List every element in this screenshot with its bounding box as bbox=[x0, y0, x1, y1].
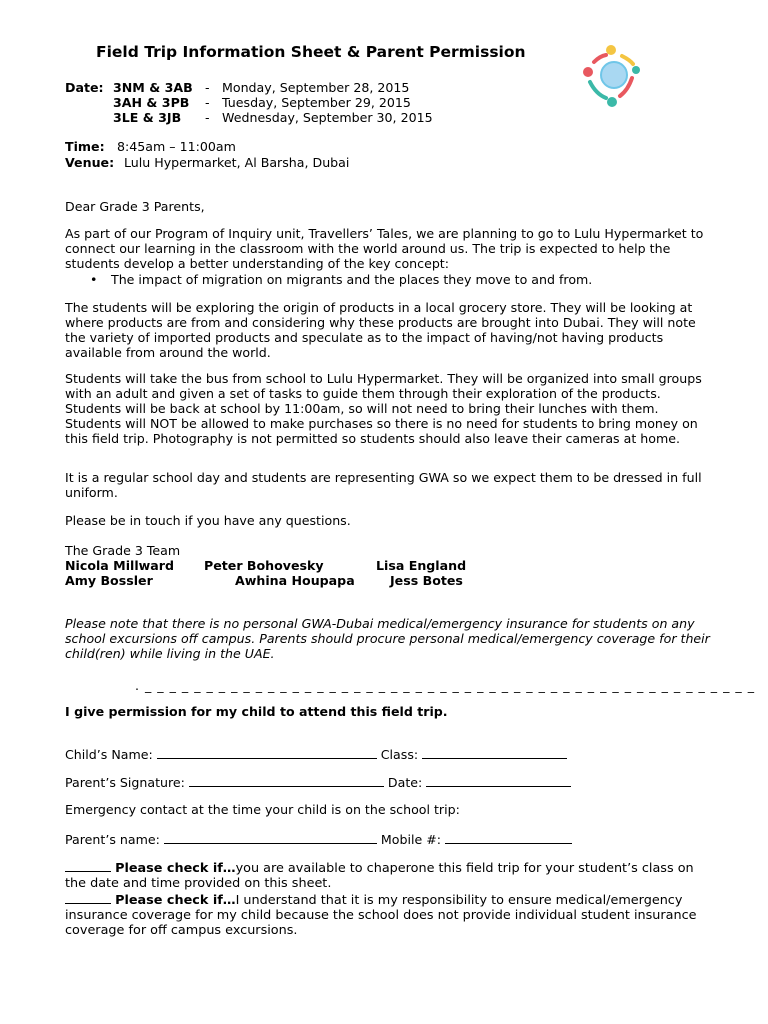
date-row-dash: - bbox=[205, 110, 210, 125]
chaperone-check-bold: Please check if… bbox=[115, 861, 236, 876]
parent-signature-label: Parent’s Signature: bbox=[65, 775, 185, 790]
date-row-dash: - bbox=[205, 80, 210, 95]
paragraph-intro: As part of our Program of Inquiry unit, Travellers’ Tales, we are planning to go to Lulu Hypermarket to connect our learning in the classroom with the world around us. The trip is expected to help the students develop a better understanding of the key concept: bbox=[65, 226, 704, 271]
date-row-dash: - bbox=[205, 95, 210, 110]
chaperone-check-row bbox=[65, 859, 715, 891]
time-label: Time: bbox=[65, 139, 105, 154]
venue-value: Lulu Hypermarket, Al Barsha, Dubai bbox=[124, 155, 350, 170]
mobile-field[interactable] bbox=[445, 831, 572, 844]
child-name-row bbox=[65, 746, 567, 762]
parent-name-field[interactable] bbox=[164, 831, 377, 844]
chaperone-checkbox[interactable] bbox=[65, 859, 111, 872]
date-row-day: Tuesday, September 29, 2015 bbox=[222, 95, 411, 110]
page-title: Field Trip Information Sheet & Parent Permission bbox=[96, 43, 526, 61]
team-member: Lisa England bbox=[376, 558, 467, 573]
permission-heading: I give permission for my child to attend this field trip. bbox=[65, 704, 448, 719]
paragraph-explore: The students will be exploring the origin of products in a local grocery store. They will be looking at where products are from and considering why these products are brought into Dubai. They will note the variety of imported products and speculate as to the impact of having/not having products available from around the world. bbox=[65, 300, 696, 360]
mobile-label: Mobile #: bbox=[380, 832, 441, 847]
insurance-check-text: I understand that it is my responsibility to ensure medical/emergency insurance coverage for my child because the school does not provide individual student insurance coverage for off campus excursions. bbox=[65, 893, 697, 938]
team-label: The Grade 3 Team bbox=[65, 543, 181, 558]
child-name-label: Child’s Name: bbox=[65, 747, 153, 762]
parent-name-row bbox=[65, 831, 572, 847]
venue-label: Venue: bbox=[65, 155, 115, 170]
date-label: Date: bbox=[65, 80, 104, 95]
cut-line: . _ _ _ _ _ _ _ _ _ _ _ _ _ _ _ _ _ _ _ _ _ _ _ _ _ _ _ _ _ _ _ _ _ _ _ _ _ _ _ _ _ _ _ _ _ _ _ _ _ _ bbox=[135, 678, 756, 693]
team-member: Jess Botes bbox=[390, 573, 463, 588]
class-field[interactable] bbox=[422, 746, 567, 759]
date-field-label: Date: bbox=[387, 775, 423, 790]
date-field[interactable] bbox=[426, 774, 571, 787]
team-member: Nicola Millward bbox=[65, 558, 175, 573]
class-label: Class: bbox=[380, 747, 419, 762]
emergency-label: Emergency contact at the time your child is on the school trip: bbox=[65, 802, 460, 817]
paragraph-contact: Please be in touch if you have any questions. bbox=[65, 513, 351, 528]
time-value: 8:45am – 11:00am bbox=[117, 139, 236, 154]
parent-signature-field[interactable] bbox=[189, 774, 384, 787]
date-row-classes: 3AH & 3PB bbox=[113, 95, 190, 110]
date-row-classes: 3LE & 3JB bbox=[113, 110, 182, 125]
insurance-note: Please note that there is no personal GWA-Dubai medical/emergency insurance for students on any school excursions off campus. Parents should procure personal medical/emergency coverage for their child(ren) while living in the UAE. bbox=[65, 616, 710, 661]
child-name-field[interactable] bbox=[157, 746, 377, 759]
team-member: Awhina Houpapa bbox=[235, 573, 355, 588]
date-row-day: Monday, September 28, 2015 bbox=[222, 80, 410, 95]
signature-row bbox=[65, 774, 571, 790]
insurance-check-row bbox=[65, 891, 715, 938]
bullet-icon: • bbox=[90, 272, 98, 287]
date-row-day: Wednesday, September 30, 2015 bbox=[222, 110, 433, 125]
greeting: Dear Grade 3 Parents, bbox=[65, 199, 205, 214]
date-row-classes: 3NM & 3AB bbox=[113, 80, 193, 95]
team-member: Amy Bossler bbox=[65, 573, 153, 588]
paragraph-logistics: Students will take the bus from school to Lulu Hypermarket. They will be organized into small groups with an adult and given a set of tasks to guide them through their exploration of the products. Students will be back at school by 11:00am, so will not need to bring their lunches with them. Students will NOT be allowed to make purchases so there is no need for students to bring money on this field trip. Photography is not permitted so students should also leave their cameras at home. bbox=[65, 371, 702, 446]
paragraph-uniform: It is a regular school day and students are representing GWA so we expect them to be dressed in full uniform. bbox=[65, 470, 702, 500]
insurance-checkbox[interactable] bbox=[65, 891, 111, 904]
bullet-text: The impact of migration on migrants and the places they move to and from. bbox=[111, 272, 593, 287]
parent-name-label: Parent’s name: bbox=[65, 832, 160, 847]
school-logo-icon bbox=[578, 42, 640, 112]
chaperone-check-text: you are available to chaperone this field trip for your student’s class on the date and time provided on this sheet. bbox=[65, 861, 694, 891]
team-member: Peter Bohovesky bbox=[204, 558, 324, 573]
insurance-check-bold: Please check if… bbox=[115, 893, 236, 908]
